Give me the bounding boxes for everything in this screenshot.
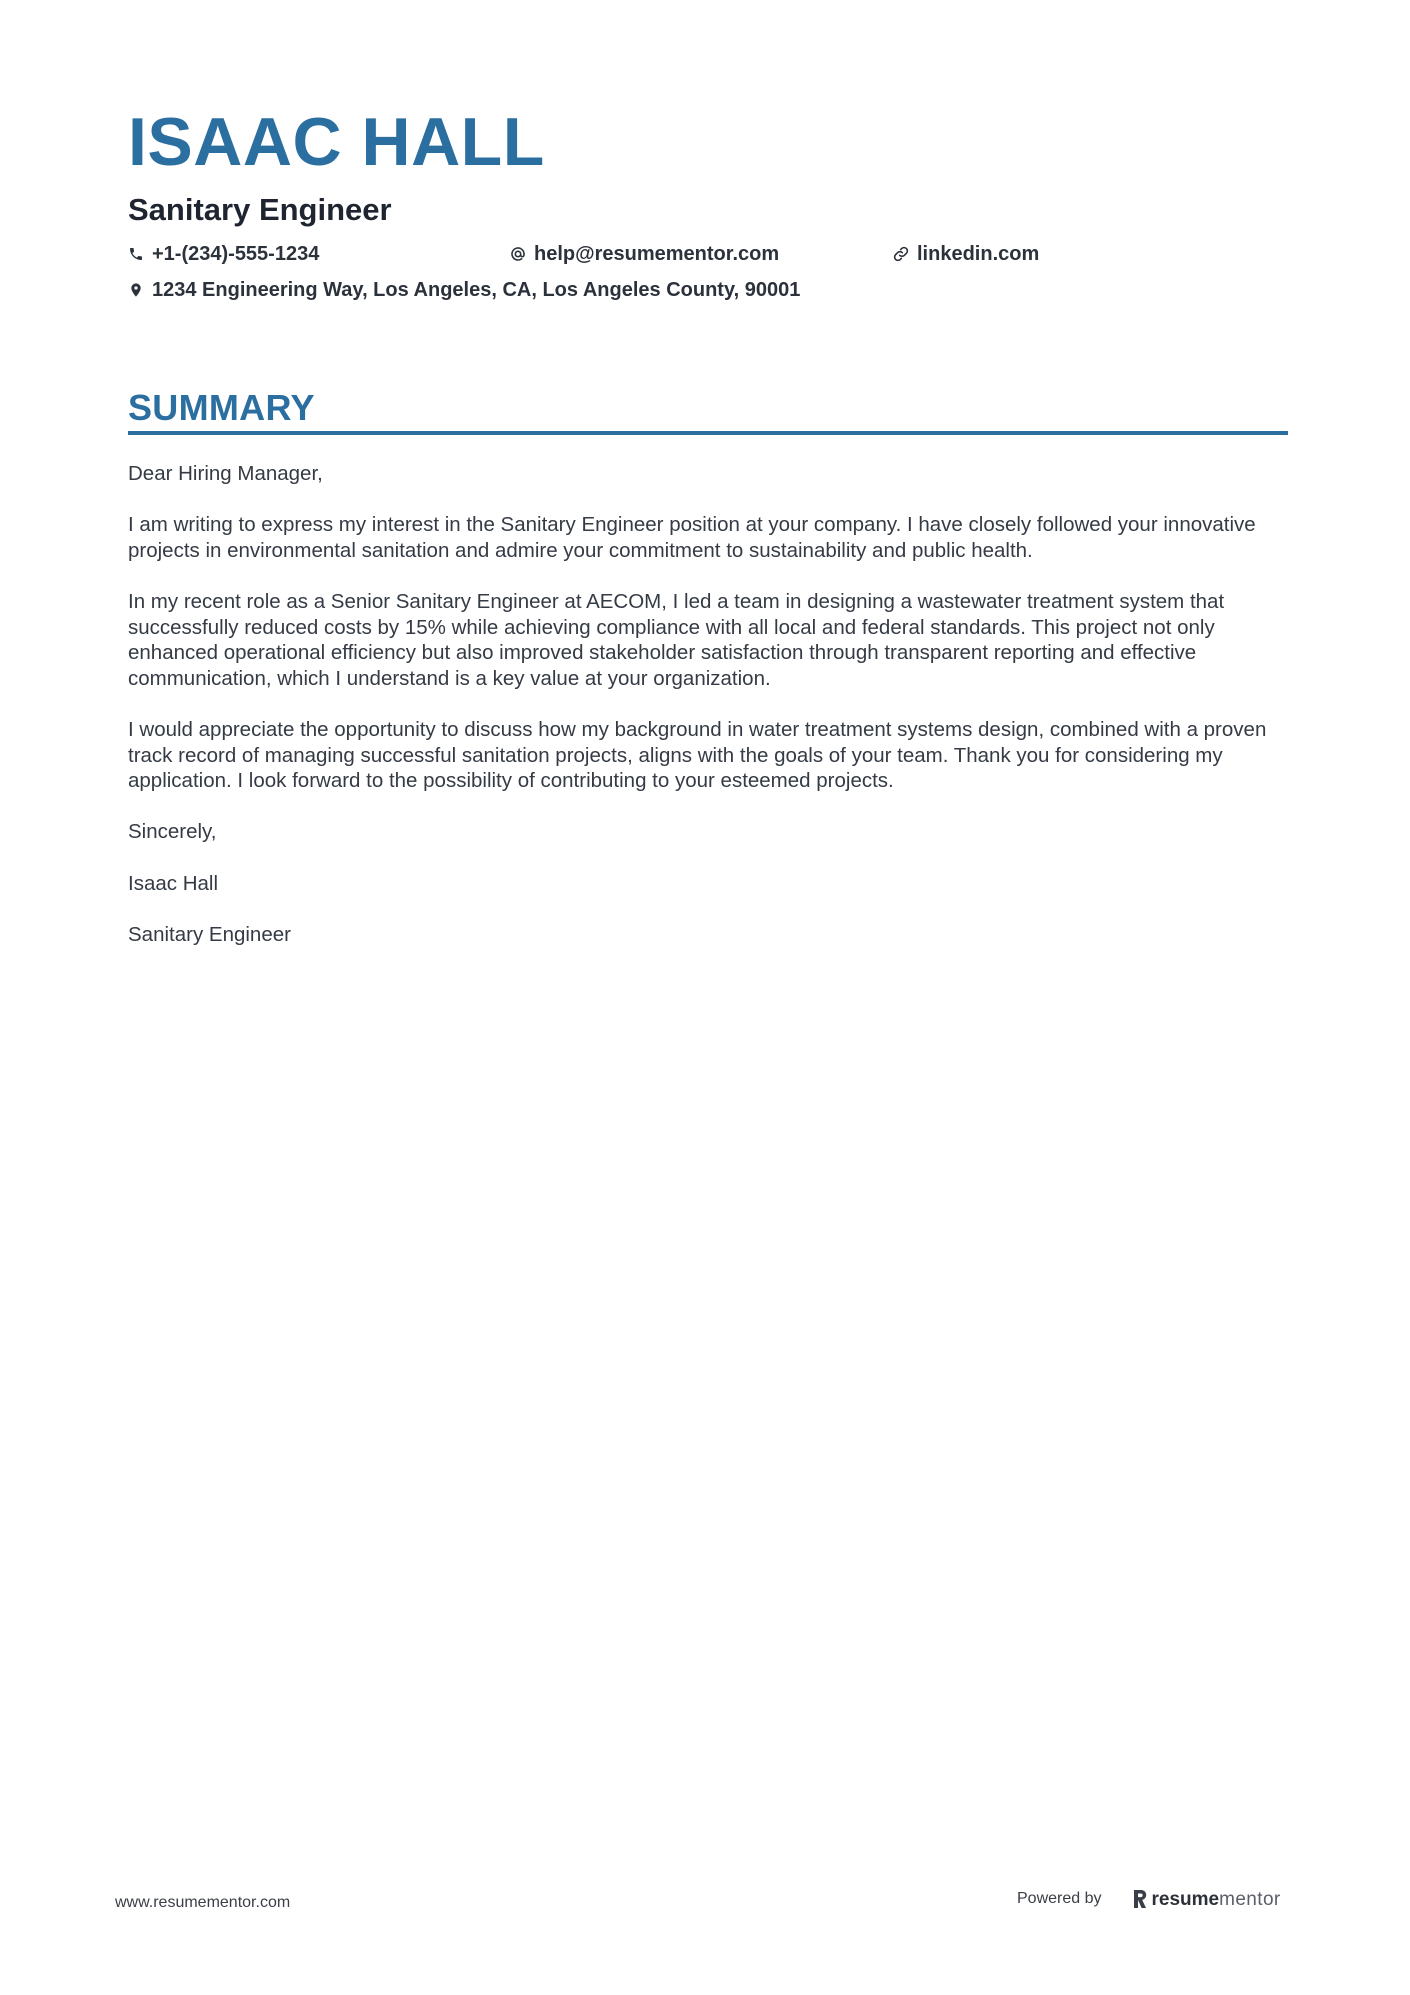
phone-text: +1-(234)-555-1234	[152, 243, 320, 265]
letter-closing: Sincerely,	[128, 820, 217, 844]
brand-logo[interactable]	[1132, 1889, 1281, 1909]
candidate-title: Sanitary Engineer	[128, 192, 392, 227]
brand-text-bold: resume	[1151, 1888, 1220, 1910]
letter-signature-title: Sanitary Engineer	[128, 922, 291, 946]
location-pin-icon	[128, 282, 144, 298]
phone-icon	[128, 246, 144, 262]
powered-by-label: Powered by	[1017, 1890, 1102, 1907]
letter-greeting: Dear Hiring Manager,	[128, 462, 323, 485]
letter-paragraph: I am writing to express my interest in the Sanitary Engineer position at your company. I have closely followed your innovative projects in environmental sanitation and admire your commitment to sustainability and public health.	[128, 513, 1256, 562]
brand-text-light: mentor	[1219, 1888, 1281, 1910]
letter-signature-name: Isaac Hall	[128, 871, 219, 895]
contact-email	[510, 244, 779, 264]
candidate-name: ISAAC HALL	[128, 104, 545, 180]
letter-paragraph: I would appreciate the opportunity to discuss how my background in water treatment systems design, combined with a proven track record of managing successful sanitation projects, aligns with the goals of your team. Thank you for considering my application. I look forward to the possibility of contributing to your esteemed projects.	[128, 717, 1267, 793]
contact-website	[893, 244, 1039, 264]
address-text: 1234 Engineering Way, Los Angeles, CA, Los Angeles County, 90001	[152, 279, 801, 301]
email-text: help@resumementor.com	[534, 243, 780, 265]
footer-website[interactable]: www.resumementor.com	[115, 1894, 291, 1911]
section-heading-summary: SUMMARY	[128, 387, 315, 428]
section-divider	[128, 431, 1288, 435]
at-icon	[510, 246, 526, 262]
footer-branding	[1017, 1889, 1281, 1909]
website-text: linkedin.com	[917, 243, 1040, 265]
link-icon	[893, 246, 909, 262]
contact-address	[128, 280, 800, 300]
letter-paragraph: In my recent role as a Senior Sanitary Engineer at AECOM, I led a team in designing a wastewater treatment system that successfully reduced costs by 15% while achieving compliance with all local and federal standards. This project not only enhanced operational efficiency but also improved stakeholder satisfaction through transparent reporting and effective communication, which I understand is a key value at your organization.	[128, 589, 1225, 690]
contact-phone	[128, 244, 319, 264]
letter-body	[128, 461, 1293, 973]
resumementor-logo-icon	[1132, 1889, 1148, 1909]
